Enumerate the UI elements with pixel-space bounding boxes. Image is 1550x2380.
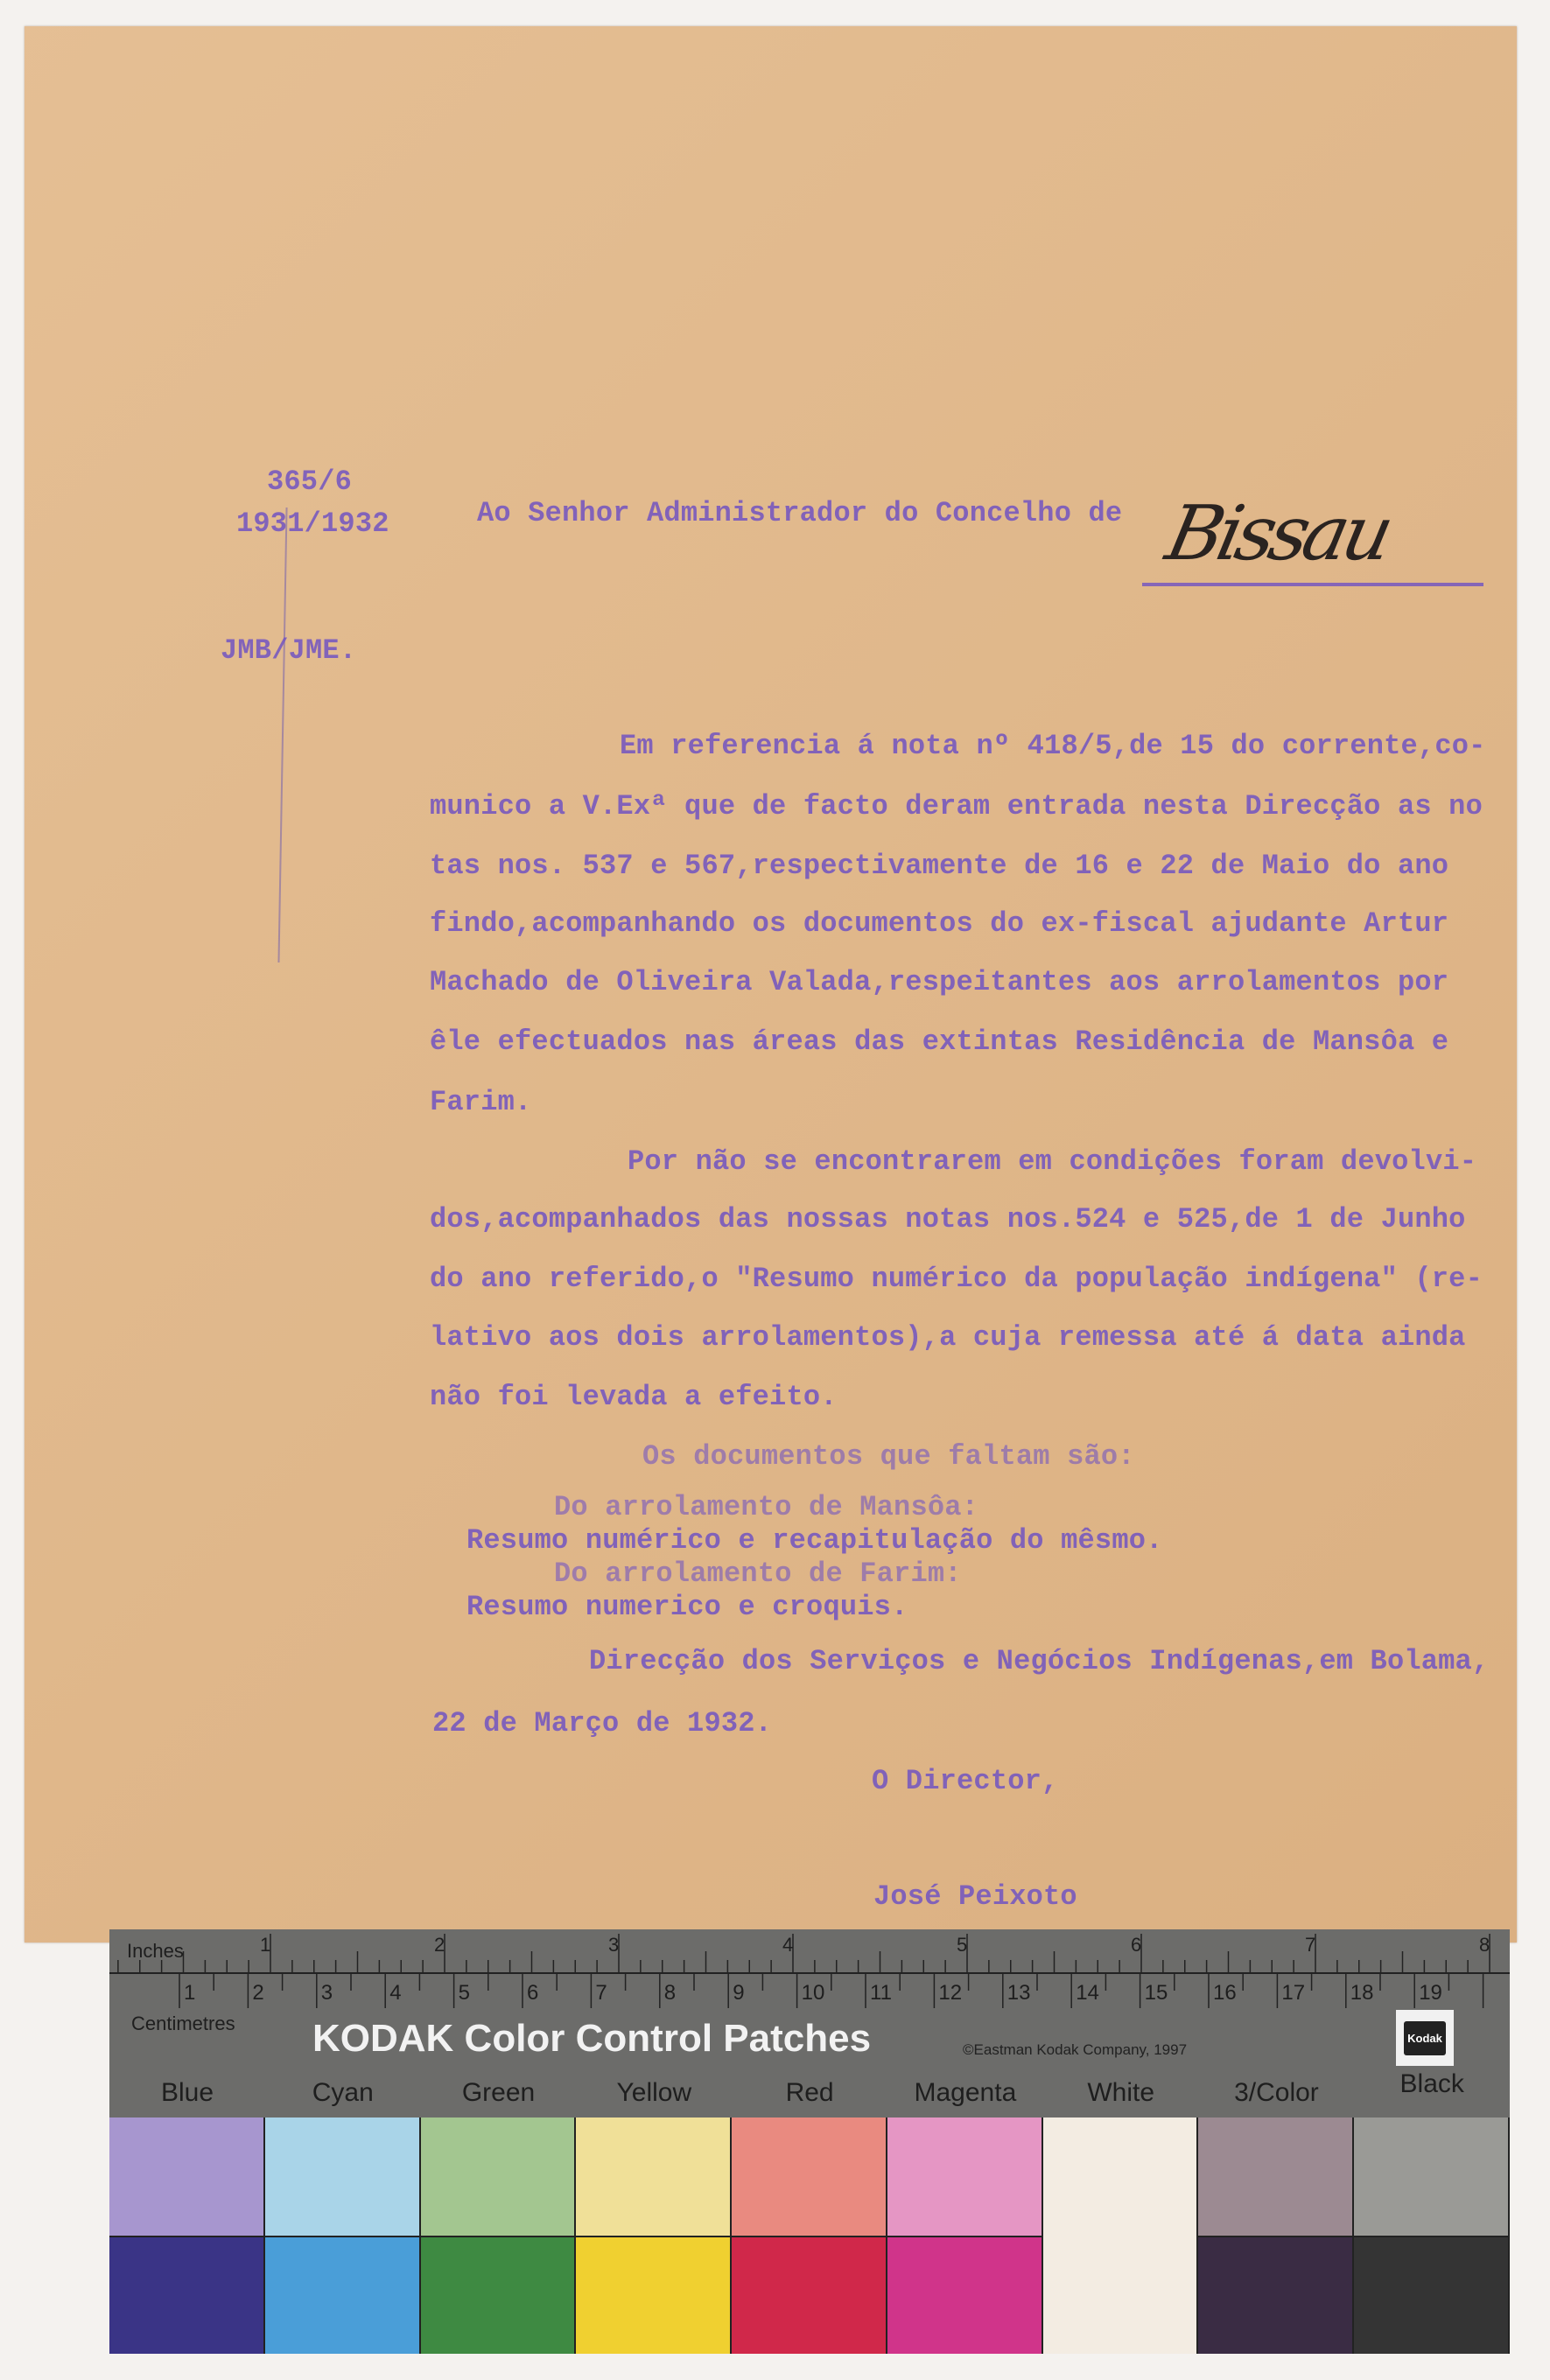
patch-dark bbox=[265, 2236, 421, 2354]
patch-light bbox=[1043, 2118, 1199, 2354]
patch-dark bbox=[732, 2236, 887, 2354]
patch-label: Black bbox=[1399, 2069, 1464, 2098]
patch-light bbox=[421, 2118, 577, 2236]
text-line: Por não se encontrarem em condições foram devolvi- bbox=[628, 1145, 1477, 1178]
missing-item: Resumo numerico e croquis. bbox=[466, 1591, 908, 1623]
cm-number: 12 bbox=[938, 1981, 963, 2005]
cm-number: 10 bbox=[801, 1981, 825, 2005]
patch-dark bbox=[421, 2236, 577, 2354]
patch-dark bbox=[1354, 2236, 1510, 2354]
date-line: 22 de Março de 1932. bbox=[432, 1707, 773, 1740]
text-line: não foi levada a efeito. bbox=[430, 1381, 838, 1413]
patch-label: White bbox=[1087, 2078, 1154, 2107]
closing: O Director, bbox=[872, 1765, 1059, 1797]
inch-number: 4 bbox=[782, 1934, 794, 1956]
text-line: tas nos. 537 e 567,respectivamente de 16 e 22 de Maio do ano bbox=[430, 850, 1449, 882]
cm-number: 16 bbox=[1213, 1981, 1237, 2005]
cm-number: 9 bbox=[733, 1981, 745, 2005]
text-line: Machado de Oliveira Valada,respeitantes aos arrolamentos por bbox=[430, 966, 1449, 998]
cm-number: 6 bbox=[527, 1981, 539, 2005]
handwritten-place: Bissau bbox=[1159, 490, 1397, 578]
patch-light bbox=[576, 2118, 732, 2236]
addressee-line: Ao Senhor Administrador do Concelho de bbox=[477, 497, 1123, 529]
cm-number: 1 bbox=[184, 1981, 196, 2005]
patch-dark bbox=[1198, 2236, 1354, 2354]
cm-number: 19 bbox=[1419, 1981, 1442, 2005]
text-line: munico a V.Exª que de facto deram entrada nesta Direcção as no bbox=[430, 790, 1483, 822]
cm-number: 15 bbox=[1144, 1981, 1168, 2005]
centimetres-label: Centimetres bbox=[131, 2012, 235, 2034]
ruler bbox=[109, 1929, 1510, 2026]
patch-light bbox=[265, 2118, 421, 2236]
initials: JMB/JME. bbox=[221, 634, 357, 667]
patch-label: Green bbox=[461, 2078, 536, 2107]
patch-label: Red bbox=[785, 2078, 834, 2107]
patch-light bbox=[109, 2118, 265, 2236]
patch-light bbox=[1198, 2118, 1354, 2236]
place-line: Direcção dos Serviços e Negócios Indígenas,em Bolama, bbox=[589, 1645, 1490, 1677]
signatory: José Peixoto bbox=[873, 1880, 1077, 1913]
inch-number: 8 bbox=[1479, 1934, 1490, 1956]
patch-light bbox=[1354, 2118, 1510, 2236]
cm-number: 3 bbox=[320, 1981, 333, 2005]
missing-item: Do arrolamento de Mansôa: bbox=[554, 1491, 979, 1523]
cm-number: 18 bbox=[1350, 1981, 1374, 2005]
text-line: dos,acompanhados das nossas notas nos.524 e 525,de 1 de Junho bbox=[430, 1203, 1466, 1236]
patch-dark bbox=[109, 2236, 265, 2354]
cm-number: 14 bbox=[1076, 1981, 1099, 2005]
card-title: KODAK Color Control Patches bbox=[312, 2017, 872, 2060]
inch-number: 7 bbox=[1305, 1934, 1316, 1956]
cm-number: 7 bbox=[595, 1981, 607, 2005]
patch-dark bbox=[887, 2236, 1043, 2354]
text-line: Em referencia á nota nº 418/5,de 15 do corrente,co- bbox=[620, 730, 1486, 762]
text-line: do ano referido,o "Resumo numérico da população indígena" (re- bbox=[430, 1263, 1483, 1295]
inch-number: 2 bbox=[434, 1934, 445, 1956]
cm-number: 13 bbox=[1006, 1981, 1031, 2005]
missing-intro: Os documentos que faltam são: bbox=[642, 1440, 1135, 1473]
patch-label: Yellow bbox=[616, 2078, 692, 2107]
inch-number: 3 bbox=[608, 1934, 620, 1956]
patch-label: 3/Color bbox=[1234, 2078, 1319, 2107]
cm-number: 4 bbox=[389, 1981, 402, 2005]
copyright: ©Eastman Kodak Company, 1997 bbox=[963, 2041, 1188, 2058]
text-line: lativo aos dois arrolamentos),a cuja remessa até á data ainda bbox=[430, 1321, 1466, 1354]
addressee-underline bbox=[1142, 583, 1483, 586]
patch-labels bbox=[109, 2069, 1510, 2118]
inch-number: 6 bbox=[1131, 1934, 1142, 1956]
cm-number: 17 bbox=[1281, 1981, 1306, 2005]
reference-number: 365/6 bbox=[267, 466, 353, 498]
patch-dark bbox=[576, 2236, 732, 2354]
kodak-color-card bbox=[109, 1929, 1510, 2354]
missing-item: Resumo numérico e recapitulação do mêsmo. bbox=[466, 1524, 1163, 1557]
cm-number: 2 bbox=[252, 1981, 264, 2005]
text-line: êle efectuados nas áreas das extintas Residência de Mansôa e bbox=[430, 1026, 1449, 1058]
cm-number: 5 bbox=[458, 1981, 470, 2005]
text-line: Farim. bbox=[430, 1086, 532, 1118]
color-patches bbox=[109, 2118, 1510, 2354]
missing-item: Do arrolamento de Farim: bbox=[554, 1558, 962, 1590]
kodak-logo bbox=[1396, 2010, 1454, 2066]
inch-number: 1 bbox=[260, 1934, 271, 1956]
reference-year: 1931/1932 bbox=[236, 508, 389, 540]
inches-label: Inches bbox=[127, 1940, 184, 1962]
cm-number: 11 bbox=[870, 1981, 892, 2005]
patch-label: Blue bbox=[160, 2078, 214, 2107]
cm-number: 8 bbox=[663, 1981, 677, 2005]
patch-light bbox=[732, 2118, 887, 2236]
kodak-logo-text: Kodak bbox=[1404, 2021, 1446, 2055]
inch-number: 5 bbox=[957, 1934, 968, 1956]
patch-label: Magenta bbox=[914, 2078, 1017, 2107]
text-line: findo,acompanhando os documentos do ex-fiscal ajudante Artur bbox=[430, 907, 1449, 940]
patch-label: Cyan bbox=[312, 2078, 374, 2107]
patch-light bbox=[887, 2118, 1043, 2236]
